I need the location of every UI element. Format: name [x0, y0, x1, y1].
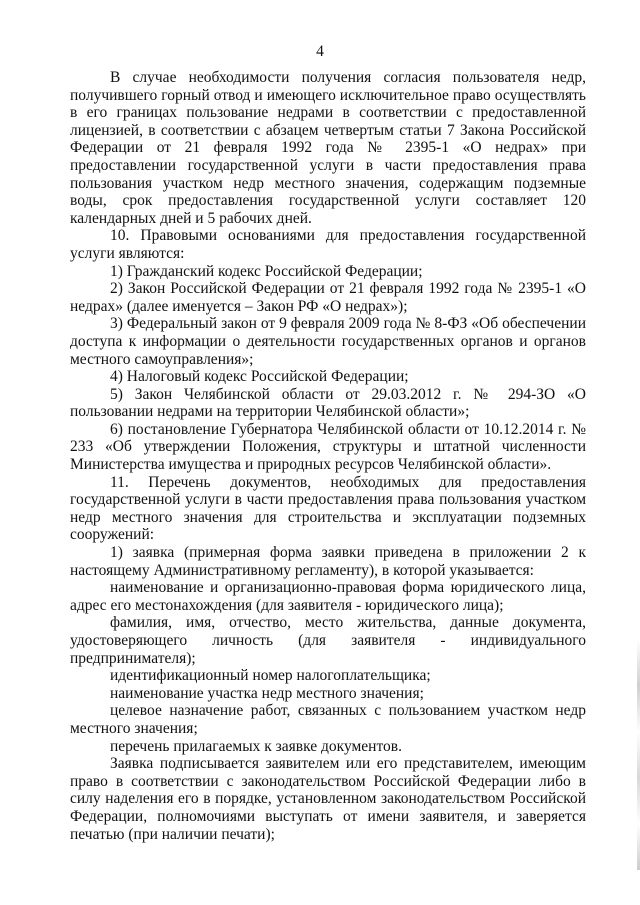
paragraph: 5) Закон Челябинской области от 29.03.2012 г. № 294-ЗО «О пользовании недрами на территории Челябинской области»; — [70, 385, 586, 421]
paragraph: 2) Закон Российской Федерации от 21 февраля 1992 года № 2395-1 «О недрах» (далее именуется – Закон РФ «О недрах»); — [70, 280, 586, 315]
paragraph: 1) Гражданский кодекс Российской Федерации; — [110, 262, 423, 280]
paragraph: 10. Правовыми основаниями для предоставления государственной услуги являются: — [70, 227, 586, 262]
paragraph: наименование и организационно-правовая форма юридического лица, адрес его местонахождения (для заявителя - юридического лица); — [70, 579, 586, 614]
paragraph: наименование участка недр местного значения; — [110, 684, 424, 702]
paragraph: целевое назначение работ, связанных с пользованием участком недр местного значения; — [70, 702, 586, 737]
document-body — [70, 69, 586, 843]
paragraph: 4) Налоговый кодекс Российской Федерации; — [110, 368, 409, 386]
paragraph: перечень прилагаемых к заявке документов. — [110, 737, 402, 755]
paragraph: фамилия, имя, отчество, место жительства, данные документа, удостоверяющего личность (для заявителя - индивидуального предпринимателя); — [70, 614, 586, 667]
page-number: 4 — [316, 43, 324, 60]
paragraph: 6) постановление Губернатора Челябинской области от 10.12.2014 г. № 233 «Об утверждении Положения, структуры и штатной численности Министерства имущества и природных ресурсов Челябинской области». — [70, 420, 586, 474]
paragraph: идентификационный номер налогоплательщика; — [110, 667, 431, 685]
paragraph: Заявка подписывается заявителем или его представителем, имеющим право в соответствии с законодательством Российской Федерации либо в силу наделения его в порядке, установленном законодательством Российской Федерации, полномочиями выступать от имени заявителя, и заверяется печатью (при наличии печати); — [70, 755, 586, 843]
paragraph: 1) заявка (примерная форма заявки приведена в приложении 2 к настоящему Административному регламенту), в которой указывается: — [70, 544, 586, 579]
paragraph: В случае необходимости получения согласия пользователя недр, получившего горный отвод и имеющего исключительное право осуществлять в его границах пользование недрами в соответствии с предоставленной лицензией, в соответствии с абзацем четвертым статьи 7 Закона Российской Федерации от 21 февраля 1992 года № 2395-1 «О недрах» при предоставлении государственной услуги в части предоставления права пользования участком недр местного значения, содержащим подземные воды, срок предоставления государственной услуги составляет 120 календарных дней и 5 рабочих дней. — [70, 69, 586, 227]
paragraph: 11. Перечень документов, необходимых для предоставления государственной услуги в части предоставления права пользования участком недр местного значения для строительства и эксплуатации подземных сооружений: — [70, 473, 586, 544]
paragraph: 3) Федеральный закон от 9 февраля 2009 года № 8-ФЗ «Об обеспечении доступа к информации о деятельности государственных органов и органов местного самоуправления»; — [70, 315, 586, 368]
